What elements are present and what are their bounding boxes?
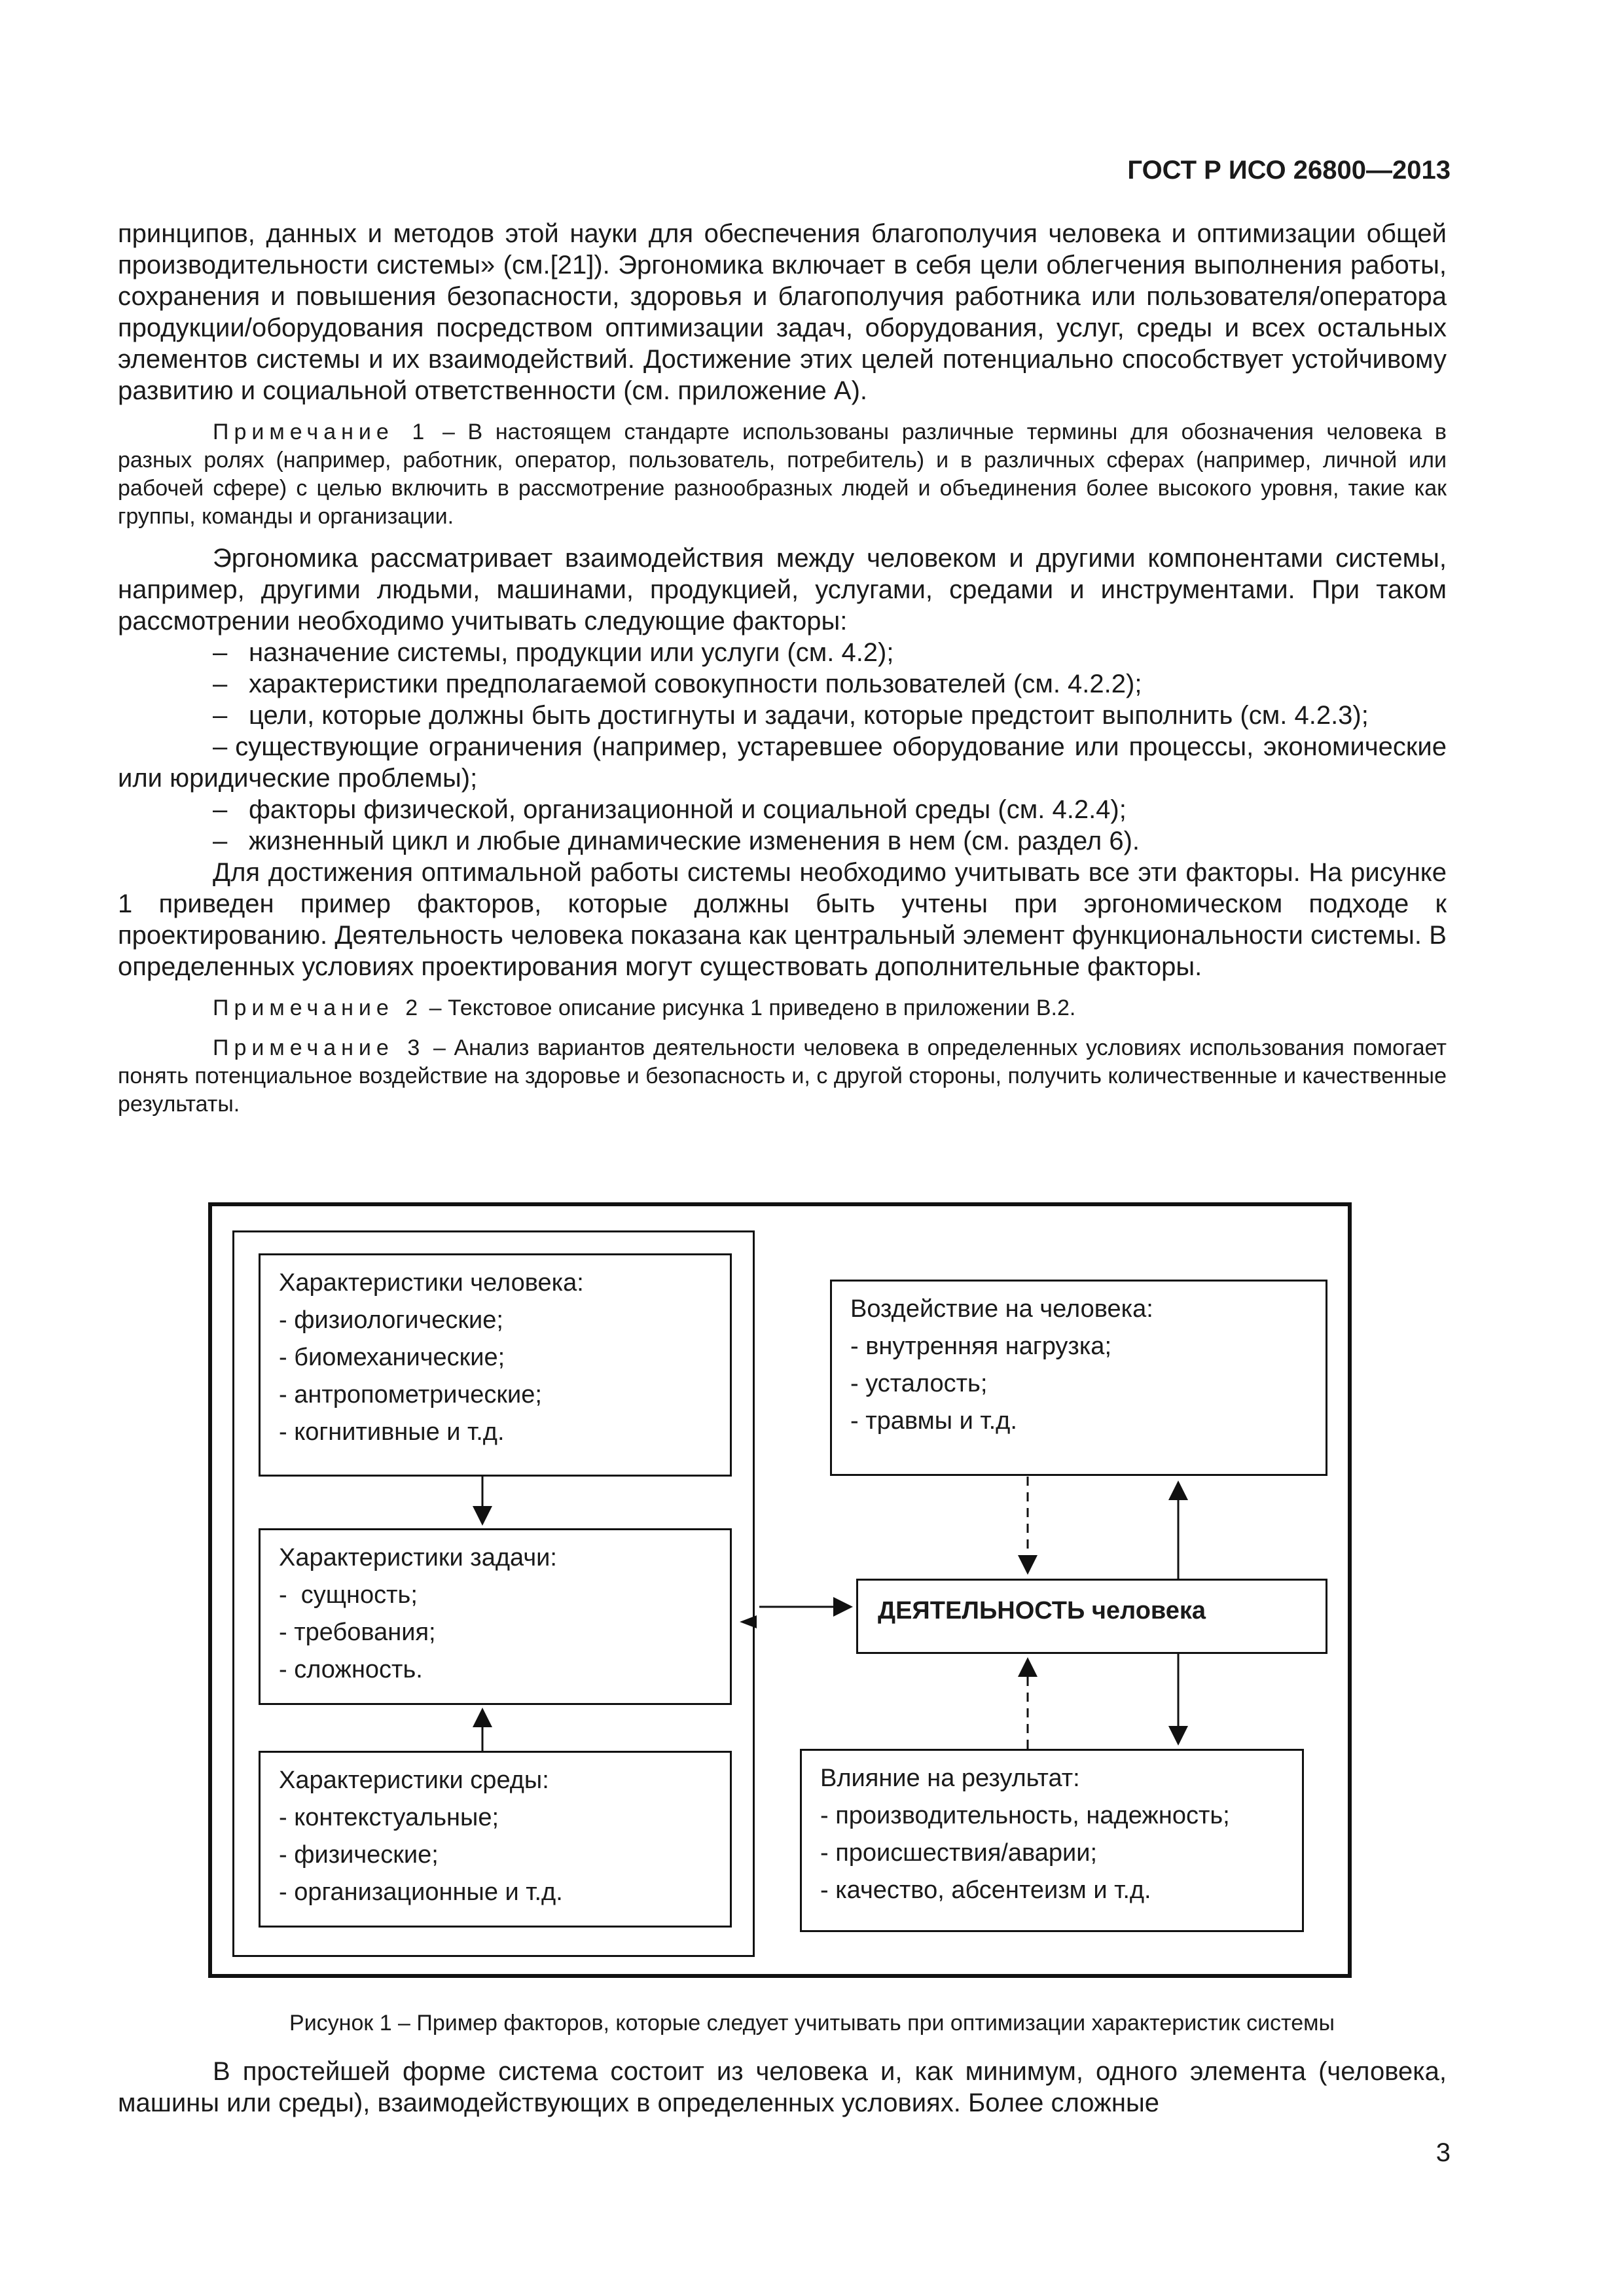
paragraph-3: Для достижения оптимальной работы системы необходимо учитывать все эти факторы. На рисунке 1 приведен пример факторов, которые должны быть учтены при эргономическом подходе к проектированию. Деятельность человека показана как центральный элемент функциональности системы. В определенных условиях проектирования могут существовать дополнительные факторы. <box>118 858 1447 981</box>
performance-impact-box: Влияние на результат: - производительность, надежность; - происшествия/аварии; - качество, абсентеизм и т.д. <box>800 1749 1304 1932</box>
standard-header: ГОСТ Р ИСО 26800—2013 <box>1127 156 1451 185</box>
note-1-label: Примечание 1 <box>213 420 430 444</box>
environment-characteristics-box: Характеристики среды: - контекстуальные; - физические; - организационные и т.д. <box>259 1751 732 1928</box>
note-3-label: Примечание 3 <box>213 1035 425 1060</box>
list-item: – факторы физической, организационной и социальной среды (см. 4.2.4); <box>213 795 1127 824</box>
figure-caption: Рисунок 1 – Пример факторов, которые следует учитывать при оптимизации характеристик системы <box>289 2011 1335 2036</box>
list-item: – цели, которые должны быть достигнуты и задачи, которые предстоит выполнить (см. 4.2.3); <box>213 701 1369 730</box>
task-characteristics-box: Характеристики задачи: - сущность; - требования; - сложность. <box>259 1528 732 1705</box>
intro-paragraph: принципов, данных и методов этой науки для обеспечения благополучия человека и оптимизации общей производительности системы» (см.[21]). Эргономика включает в себя цели облегчения выполнения работы, сохранения и повышения безопасности, здоровья и благополучия работника или пользователя/оператора продукции/оборудования посредством оптимизации задач, оборудования, услуг, среды и всех остальных элементов системы и их взаимодействий. Достижение этих целей потенциально способствует устойчивому развитию и социальной ответственности (см. приложение А). <box>118 219 1447 405</box>
arrow-spacer <box>741 1607 785 1617</box>
note-2-text: – Текстовое описание рисунка 1 приведено в приложении В.2. <box>423 996 1076 1020</box>
human-characteristics-box: Характеристики человека: - физиологические; - биомеханические; - антропометрические; - когнитивные и т.д. <box>259 1253 732 1477</box>
list-item: – существующие ограничения (например, устаревшее оборудование или процессы, экономические или юридические проблемы); <box>118 732 1447 793</box>
note-1-text: – В настоящем стандарте использованы различные термины для обозначения человека в разных ролях (например, работник, оператор, пользователь, потребитель) и в различных сферах (например, личной или рабочей сфере) с целью включить в рассмотрение разнообразных людей и объединения более высокого уровня, такие как группы, команды и организации. <box>118 420 1447 529</box>
closing-paragraph: В простейшей форме система состоит из человека и, как минимум, одного элемента (человека, машины или среды), взаимодействующих в определенных условиях. Более сложные <box>118 2057 1447 2117</box>
note-3-text: – Анализ вариантов деятельности человека в определенных условиях использования помогает понять потенциальное воздействие на здоровье и безопасность и, с другой стороны, получить количественные и качественные результаты. <box>118 1035 1447 1117</box>
activity-bold-label: ДЕЯТЕЛЬНОСТЬ <box>878 1597 1085 1624</box>
page-number: 3 <box>1435 2138 1451 2167</box>
activity-rest-label: человека <box>1085 1597 1206 1624</box>
list-item: – назначение системы, продукции или услуги (см. 4.2); <box>213 638 894 667</box>
paragraph-2: Эргономика рассматривает взаимодействия между человеком и другими компонентами системы, например, другими людьми, машинами, продукцией, услугами, средами и инструментами. При таком рассмотрении необходимо учитывать следующие факторы: <box>118 544 1447 636</box>
list-item: – характеристики предполагаемой совокупности пользователей (см. 4.2.2); <box>213 670 1142 698</box>
note-2-label: Примечание 2 <box>213 996 424 1020</box>
text-block-bottom <box>118 2056 1447 2119</box>
human-impact-box: Воздействие на человека: - внутренняя нагрузка; - усталость; - травмы и т.д. <box>830 1280 1327 1476</box>
arrow-activity-to-group <box>740 1615 757 1628</box>
list-item: – жизненный цикл и любые динамические изменения в нем (см. раздел 6). <box>213 827 1140 855</box>
